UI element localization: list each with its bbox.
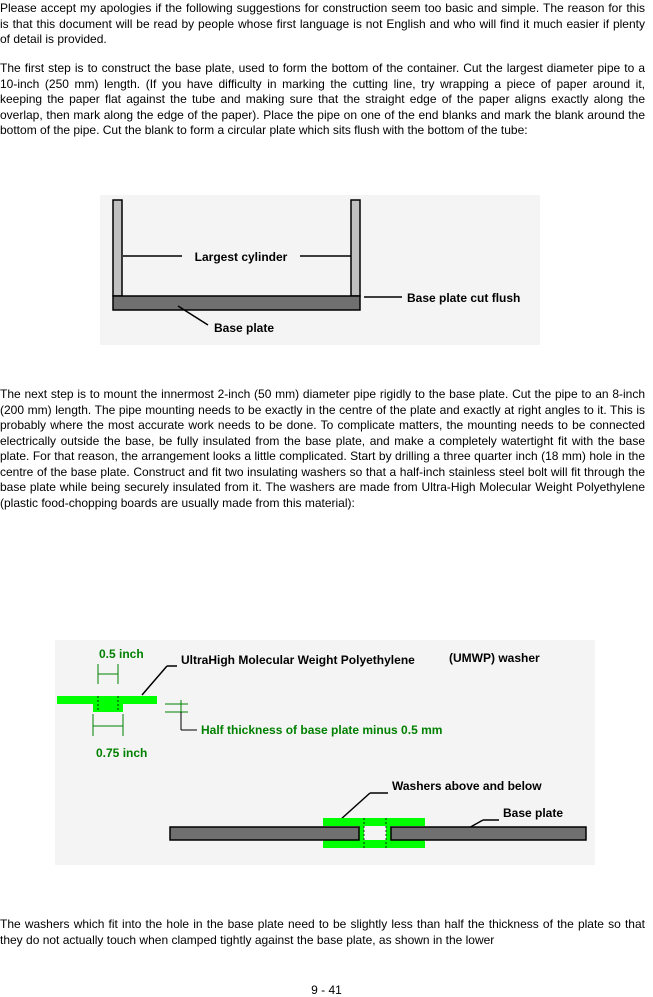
half-inch-label: 0.5 inch [99, 647, 144, 661]
washers-paragraph: The washers which fit into the hole in the base plate need to be slightly less than half the thickness of the plate so that they do not actually touch when clamped tightly against the base plate, as shown in the lower [0, 917, 645, 947]
page-number: 9 - 41 [311, 983, 342, 997]
three-quarter-label: 0.75 inch [96, 746, 148, 760]
washers-leader-diag [340, 793, 370, 820]
washer-diagram [55, 640, 595, 865]
base-plate-diagram [100, 195, 540, 345]
base-plate-shape [113, 296, 360, 310]
uhmw-abbrev-label: (UMWP) washer [449, 651, 540, 665]
right-cylinder-wall [351, 200, 360, 296]
base-plate-right [391, 827, 586, 840]
base-plate-paragraph: The first step is to construct the base plate, used to form the bottom of the container. Cut the largest diameter pipe to a 10-inch (250 mm) length. (If you have difficulty in marking the cutting line, try wrapping a piece of paper around it, keeping the paper flat against the tube and making sure that the straight edge of the paper aligns exactly along the overlap, then mark along the edge of the paper). Place the pipe on one of the end blanks and mark the blank around the bottom of the pipe. Cut the blank to form a circular plate which sits flush with the bottom of the tube: [0, 61, 645, 137]
flush-label: Base plate cut flush [407, 291, 521, 305]
uhmw-leader-diag [142, 666, 167, 695]
upper-washer [323, 818, 425, 826]
plate-label: Base plate [214, 321, 275, 335]
plate-label-2: Base plate [503, 806, 564, 820]
washer-flange [57, 696, 157, 704]
base-plate-left [170, 827, 359, 840]
inner-pipe-paragraph: The next step is to mount the innermost 2-inch (50 mm) diameter pipe rigidly to the base plate. Cut the pipe to an 8-inch (200 mm) length. The pipe mounting needs to be exactly in the centre of the plate and exactly at right angles to it. This is probably where the most accurate work needs to be done. To complicate matters, the mounting needs to be connected electrically outside the base, be fully insulated from the base plate, and make a completely watertight fit with the base plate. For that reason, the arrangement looks a little complicated. Start by drilling a three quarter inch (18 mm) hole in the centre of the base plate. Construct and fit two insulating washers so that a half-inch stainless steel bolt will fit through the base plate while being securely insulated from it. The washers are made from Ultra-High Molecular Weight Polyethylene (plastic food-chopping boards are usually made from this material): [0, 387, 645, 510]
cylinder-label: Largest cylinder [194, 250, 288, 264]
intro-paragraph: Please accept my apologies if the following suggestions for construction seem too basic and simple. The reason for this is that this document will be read by people whose first language is not English and who will find it much easier if plenty of detail is provided. [0, 1, 645, 46]
uhmw-main-label: UltraHigh Molecular Weight Polyethylene [181, 653, 415, 667]
lower-washer [323, 840, 425, 848]
left-cylinder-wall [113, 200, 122, 296]
washer-boss [93, 704, 123, 712]
washers-label: Washers above and below [392, 779, 542, 793]
half-thickness-label: Half thickness of base plate minus 0.5 mm [201, 723, 443, 737]
